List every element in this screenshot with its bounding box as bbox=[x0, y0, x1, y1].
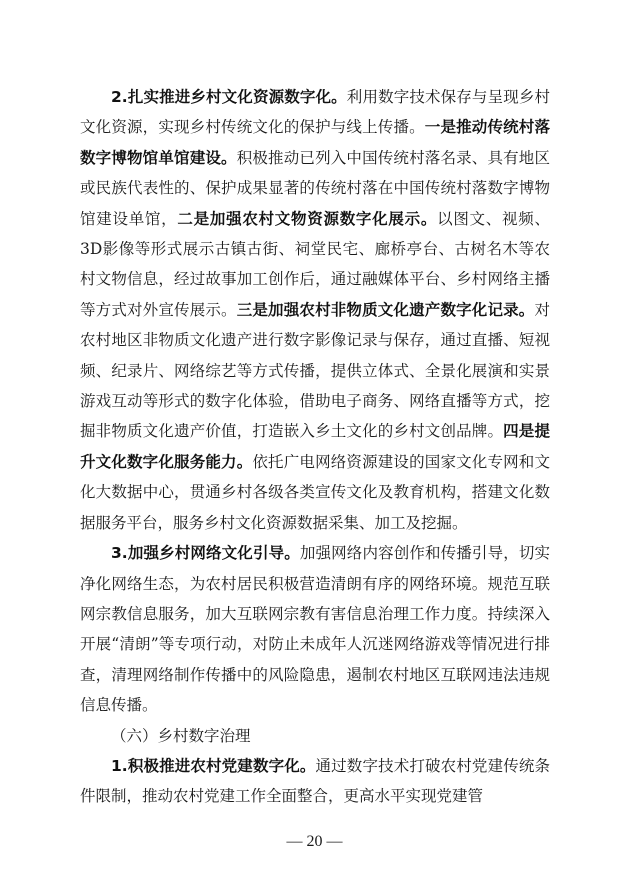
section-heading-text: （六）乡村数字治理 bbox=[111, 726, 251, 745]
text-run: 以图文、视频、3D影像等形式展示古镇古街、祠堂民宅、廊桥亭台、古树名木等农村文物信息，经过故事加工创作后，通过融媒体平台、乡村网络主播等方式对外宣传展示。 bbox=[80, 209, 550, 319]
text-run: 通过数字技术打破农村党建传统条件限制，推动农村党建工作全面整合，更高水平实现党建管 bbox=[80, 756, 550, 806]
paragraph-party-building bbox=[80, 751, 550, 812]
heading-party-building: 1.积极推进农村党建数字化。 bbox=[111, 756, 316, 775]
body-text bbox=[80, 82, 550, 812]
point-four-heading: 四是提升文化数字化服务能力。 bbox=[80, 422, 550, 471]
point-one-heading: 一是推动传统村落数字博物馆单馆建设。 bbox=[80, 118, 550, 167]
heading-cultural-resources: 2.扎实推进乡村文化资源数字化。 bbox=[111, 88, 347, 106]
heading-network-culture: 3.加强乡村网络文化引导。 bbox=[111, 544, 300, 563]
text-run: 依托广电网络资源建设的国家文化专网和文化大数据中心，贯通乡村各级各类宣传文化及教育机构，搭建文化数据服务平台，服务乡村文化资源数据采集、加工及挖掘。 bbox=[80, 452, 550, 532]
page-number: — 20 — bbox=[286, 833, 343, 850]
text-run: 加强网络内容创作和传播引导，切实净化网络生态，为农村居民积极营造清朗有序的网络环境。规范互联网宗教信息服务，加大互联网宗教有害信息治理工作力度。持续深入开展“清朗”等专项行动，对防止未成年人沉迷网络游戏等情况进行排查，清理网络制作传播中的风险隐患，遏制农村地区互联网违法违规信息传播。 bbox=[80, 544, 550, 715]
text-run: 积极推动已列入中国传统村落名录、具有地区或民族代表性的、保护成果显著的传统村落在中国传统村落数字博物馆建设单馆， bbox=[80, 148, 550, 228]
text-run: 利用数字技术保存与呈现乡村文化资源，实现乡村传统文化的保护与线上传播。 bbox=[80, 88, 550, 137]
point-three-heading: 三是加强农村非物质文化遗产数字化记录。 bbox=[236, 300, 535, 319]
section-heading-digital-governance bbox=[80, 721, 550, 751]
text-run: 对农村地区非物质文化遗产进行数字影像记录与保存，通过直播、短视频、纪录片、网络综艺等方式传播，提供立体式、全景化展演和实景游戏互动等形式的数字化体验，借助电子商务、网络直播等方式，挖掘非物质文化遗产价值，打造嵌入乡土文化的乡村文创品牌。 bbox=[80, 300, 550, 441]
paragraph-network-culture bbox=[80, 538, 550, 720]
point-two-heading: 二是加强农村文物资源数字化展示。 bbox=[177, 209, 438, 228]
paragraph-cultural-resources bbox=[80, 82, 550, 538]
